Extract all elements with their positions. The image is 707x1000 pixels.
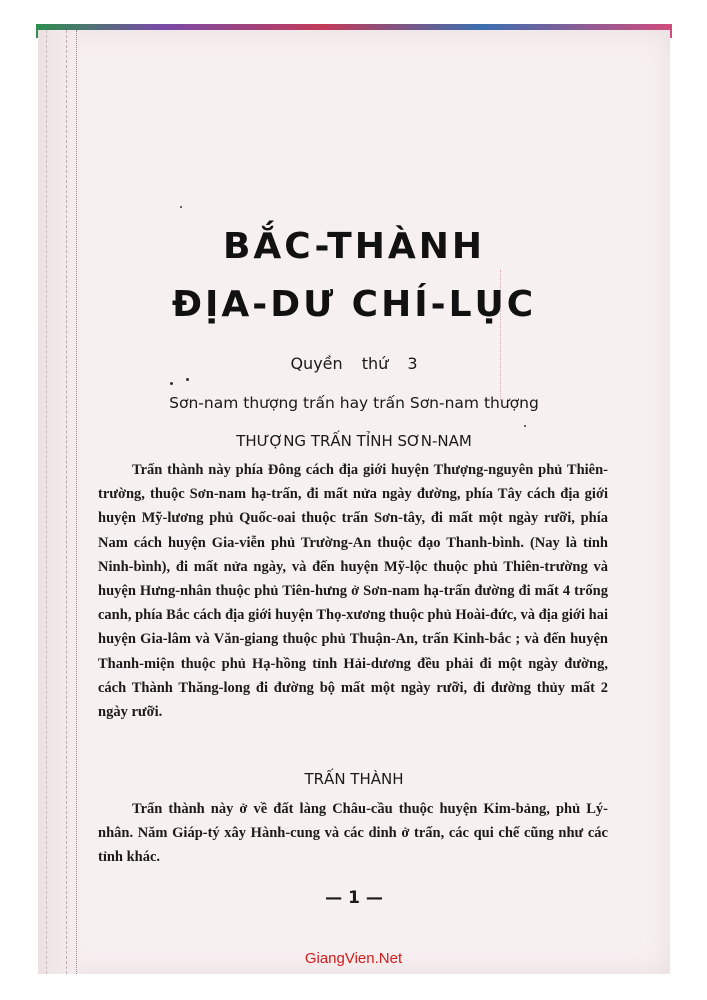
binding-stitch [46,30,47,974]
section-paragraph-son-nam: Trấn thành này phía Đông cách địa giới huyện Thượng-nguyên phủ Thiên-trường, thuộc Sơn-nam hạ-trấn, đi mất nửa ngày đường, phía Tây cách địa giới huyện Mỹ-lương phủ Quốc-oai thuộc trấn Sơn-tây, đi mất một ngày rưỡi, phía Nam cách huyện Gia-viễn phủ Trường-An thuộc đạo Thanh-bình. (Nay là tỉnh Ninh-bình), đi mất nửa ngày, và đến huyện Mỹ-lộc thuộc phủ Thiên-trường và huyện Hưng-nhân thuộc phủ Tiên-hưng ở Sơn-nam hạ-trấn đường đi mất 4 trống canh, phía Bắc cách địa giới huyện Thọ-xương thuộc phủ Hoài-đức, và địa giới hai huyện Gia-lâm và Văn-giang thuộc phủ Thuận-An, trấn Kinh-bắc ; và đến huyện Thanh-miện thuộc phủ Hạ-hồng tỉnh Hải-dương đều phải đi một ngày đường, cách Thành Thăng-long đi đường bộ mất một ngày rưỡi, đi đường thủy mất 2 ngày rưỡi. [98,462,608,721]
book-title-line-1: BẮC-THÀNH [222,226,485,267]
section-heading-son-nam: THƯỢNG TRẤN TỈNH SƠN-NAM [236,432,472,450]
section-heading-tran-thanh: TRẤN THÀNH [304,770,404,788]
book-page [38,30,670,974]
chapter-subtitle: Sơn-nam thượng trấn hay trấn Sơn-nam thượng [169,394,539,412]
site-watermark: GiangVien.Net [304,950,403,967]
volume-label: Quyền thứ 3 [290,354,418,373]
section-paragraph-tran-thanh: Trấn thành này ở về đất làng Châu-cầu thuộc huyện Kim-bảng, phủ Lý-nhân. Năm Giáp-tý xây Hành-cung và các dinh ở trấn, các qui chế cũng như các tỉnh khác. [98,801,608,866]
binding-stitch [76,30,77,974]
page-number: — 1 — [325,888,383,908]
book-title-line-2: ĐỊA-DƯ CHÍ-LỤC [171,284,537,325]
ink-speck [170,382,173,385]
ink-speck [180,206,182,208]
binding-stitch [66,30,67,974]
ink-speck [186,378,189,381]
ink-speck [524,425,526,427]
